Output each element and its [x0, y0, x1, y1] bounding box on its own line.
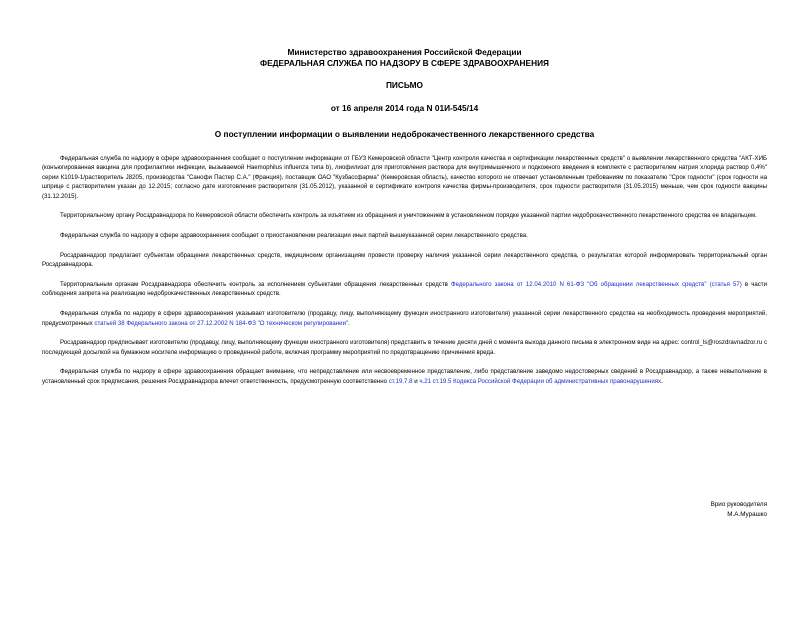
law-184-fz-link[interactable]: статьей 38 Федерального закона от 27.12.2002 N 184-ФЗ "О техническом регулировании" — [94, 319, 349, 327]
paragraph-5-text: Территориальным органам Росздравнадзора обеспечить контроль за исполнением субъектами обращения лекарственных средств — [60, 280, 451, 288]
signature-block — [711, 500, 767, 520]
document-page — [0, 47, 807, 618]
article-57-link[interactable]: (статья 57) — [709, 280, 742, 288]
paragraph-7: Росздравнадзор предписывает изготовителю (продавцу, лицу, выполняющему функции иностранного изготовителя) представить в течение десяти дней с момента выхода данного письма в электронном виде на адрес: control_ls@roszdravnadzor.ru с последующей досылкой на бумажном носителе информацию о проведенной работе, включая программу мероприятий по предотвращению причинения вреда. — [42, 339, 767, 356]
paragraph-6-text: Федеральная служба по надзору в сфере здравоохранения указывает изготовителю (продавцу, лицу, выполняющему функции иностранного изготовителя) указанной серии лекарственного средства на необходимость проведения мероприятий, предусмотренных — [42, 310, 767, 327]
paragraph-8-tail: . — [661, 378, 663, 385]
paragraph-5 — [42, 280, 767, 299]
paragraph-8-text: Федеральная служба по надзору в сфере здравоохранения обращает внимание, что непредставление или несвоевременное представление, либо представление заведомо недостоверных сведений в Росздравнадзор, а также невыполнение в установленный срок предписания, решения Росздравнадзора влечет ответственность, предусмотренную соответственно — [42, 368, 767, 385]
paragraph-3: Федеральная служба по надзору в сфере здравоохранения сообщает о приостановлении реализации иных партий вышеуказанной серии лекарственного средства. — [60, 232, 528, 240]
letterhead — [42, 47, 767, 68]
service-name: ФЕДЕРАЛЬНАЯ СЛУЖБА ПО НАДЗОРУ В СФЕРЕ ЗДРАВООХРАНЕНИЯ — [260, 57, 549, 68]
signatory-name: М.А.Мурашко — [727, 511, 767, 518]
paragraph-4: Росздравнадзор предлагает субъектам обращения лекарственных средств, медицинским организациям провести проверку наличия указанной серии лекарственного средства, о результатах которой информировать территориальный орган Росздравнадзора. — [42, 251, 767, 269]
paragraph-8-conj: и — [412, 378, 420, 385]
law-61-fz-link[interactable]: Федерального закона от 12.04.2010 N 61-ФЗ "Об обращении лекарственных средств" — [450, 280, 707, 288]
document-title: О поступлении информации о выявлении недоброкачественного лекарственного средства — [214, 129, 595, 139]
document-type: ПИСЬМО — [385, 80, 424, 90]
paragraph-8 — [42, 367, 767, 386]
ministry-name: Министерство здравоохранения Российской Федерации — [287, 47, 522, 57]
document-body — [42, 154, 767, 387]
signatory-position: Врио руководителя — [710, 501, 767, 508]
document-date-number: от 16 апреля 2014 года N 01И-545/14 — [330, 102, 479, 113]
paragraph-5-tail: в части соблюдения запрета на реализацию недоброкачественных лекарственных средств. — [42, 280, 767, 298]
koap-19-5-link[interactable]: ч.21 ст.19.5 Кодекса Российской Федерации об административных правонарушениях — [419, 378, 662, 385]
paragraph-2: Территориальному органу Росздравнадзора по Кемеровской области обеспечить контроль за изъятием из обращения и уничтожением в установленном порядке указанной партии недоброкачественного лекарственного средства ее владельцем. — [60, 212, 757, 220]
paragraph-6-tail: . — [348, 319, 350, 327]
koap-19-7-8-link[interactable]: ст.19.7.8 — [388, 378, 413, 385]
paragraph-1: Федеральная служба по надзору в сфере здравоохранения сообщает о поступлении информации от ГБУЗ Кемеровской области "Центр контроля качества и сертификации лекарственных средств" о выявлении лекарственного средства "АКТ-ХИБ (конъюгированная вакцина для профилактики инфекции, вызываемой Haemophilus influenza типа b), лиофилизат для приготовления раствора для внутримышечного и подкожного введения в комплекте с растворителем натрия хлорида раствор 0,4%" серии К1019-1/растворитель J8205, производства "Санофи Пастер С.А." (Франция), поставщик ОАО "Кузбассфарма" (Кемеровская область), качество которого не отвечает установленным требованиям по показателю "Срок годности" (срок годности на шприце с растворителем указан до 12.2015; согласно дате изготовления растворителя (31.05.2012), указанной в сертификате контроля качества фирмы-производителя, срок годности растворителя (31.05.2015) меньше, чем срок годности вакцины (31.12.2015). — [42, 154, 767, 200]
paragraph-6 — [42, 309, 767, 328]
